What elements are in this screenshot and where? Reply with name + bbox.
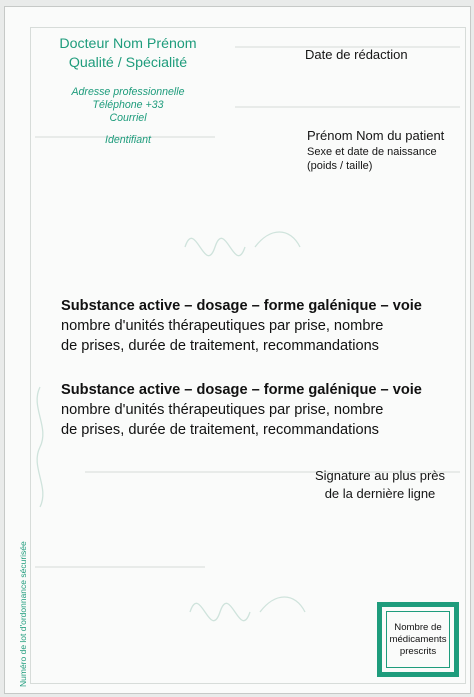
prescription-line: nombre d'unités thérapeutiques par prise, nombre — [61, 402, 384, 418]
medication-count-label — [386, 611, 450, 668]
patient-sex-birth: Sexe et date de naissance — [307, 146, 437, 158]
patient-name: Prénom Nom du patient — [307, 128, 445, 143]
medication-count-line: médicaments — [389, 633, 447, 645]
medication-count-line: Nombre de — [394, 621, 442, 633]
prescription-line: de prises, durée de traitement, recommandations — [61, 422, 379, 438]
date-label: Date de rédaction — [305, 47, 408, 62]
prescription-header: Substance active – dosage – forme galénique – voie — [61, 298, 422, 314]
signature-line: Signature au plus près — [314, 468, 446, 483]
signature-line: de la dernière ligne — [324, 486, 436, 501]
prescription-item — [61, 380, 471, 440]
caduceus-watermark-left — [37, 387, 43, 507]
lot-number-label: Numéro de lot d'ordonnance sécurisée — [18, 541, 28, 687]
doctor-name: Docteur Nom Prénom — [59, 36, 197, 52]
prescription-sheet — [4, 6, 471, 694]
doctor-phone: Téléphone +33 — [92, 99, 164, 111]
doctor-address: Adresse professionnelle — [71, 86, 185, 98]
patient-block — [307, 127, 444, 173]
medication-count-line: prescrits — [399, 645, 437, 657]
doctor-qualification: Qualité / Spécialité — [68, 55, 188, 71]
prescription-line: nombre d'unités thérapeutiques par prise, nombre — [61, 318, 384, 334]
medication-count-box — [377, 602, 459, 677]
signature-instruction — [265, 467, 471, 503]
prescription-header: Substance active – dosage – forme galénique – voie — [61, 382, 422, 398]
prescription-line: de prises, durée de traitement, recommandations — [61, 338, 379, 354]
caduceus-watermark-bottom — [190, 597, 305, 621]
prescriber-header — [35, 35, 221, 147]
doctor-email: Courriel — [109, 112, 147, 124]
patient-weight-height: (poids / taille) — [307, 160, 373, 172]
prescription-item — [61, 296, 471, 356]
caduceus-watermark-top — [185, 232, 300, 256]
doctor-identifier: Identifiant — [105, 134, 151, 146]
